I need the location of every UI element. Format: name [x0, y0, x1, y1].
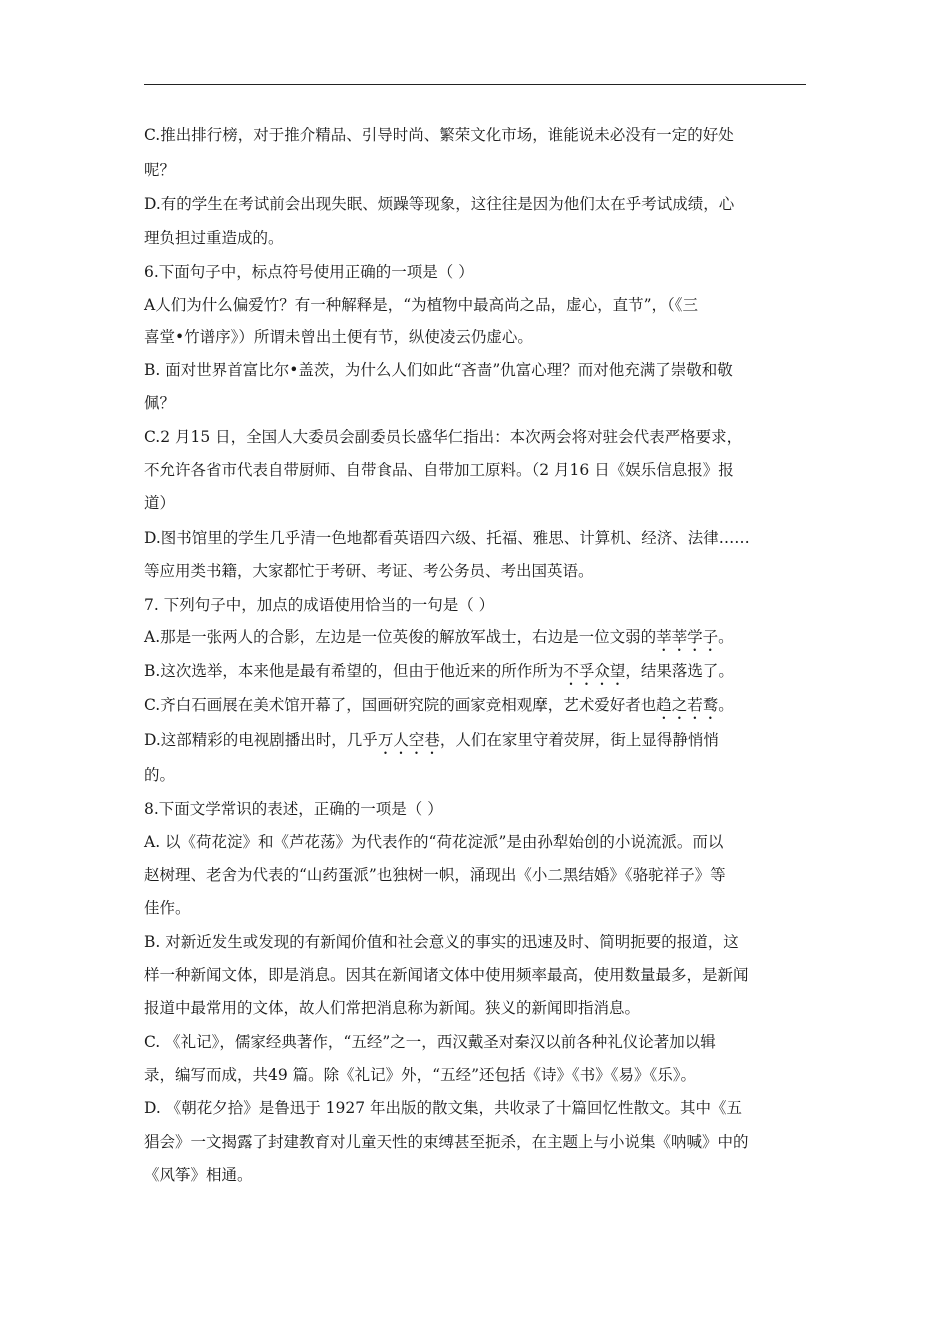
q6-option-d-line-2: 等应用类书籍，大家都忙于考研、考证、考公务员、考出国英语。 [144, 562, 594, 580]
q8-option-b-line-1: B. 对新近发生或发现的有新闻价值和社会意义的事实的迅速及时、简明扼要的报道，这 [144, 933, 739, 951]
q7-option-c [144, 694, 814, 723]
q6-option-c-line-2: 不允许各省市代表自带厨师、自带食品、自带加工原料。（2 月16 日《娱乐信息报》报 [144, 461, 734, 479]
q6-option-d-line-1: D.图书馆里的学生几乎清一色地都看英语四六级、托福、雅思、计算机、经济、法律…… [144, 529, 750, 547]
q8-option-c-line-1: C. 《礼记》，儒家经典著作，“五经”之一，西汉戴圣对秦汉以前各种礼仪论著加以辑 [144, 1033, 716, 1051]
q7-option-c-text: C.齐白石画展在美术馆开幕了，国画研究院的画家竞相观摩，艺术爱好者也 [144, 696, 657, 714]
q8-option-d-line-1: D. 《朝花夕拾》是鲁迅于 1927 年出版的散文集，共收录了十篇回忆性散文。其中《五 [144, 1099, 743, 1117]
q5-option-d-line-2: 理负担过重造成的。 [144, 229, 284, 247]
q6-option-a-line-1: A人们为什么偏爱竹？有一种解释是，“为植物中最高尚之品，虚心，直节”，（《三 [144, 296, 699, 314]
q7-stem: 7. 下列句子中，加点的成语使用恰当的一句是（ ） [144, 596, 495, 614]
q7-option-c-end: 。 [718, 696, 734, 714]
q7-option-a-text: A.那是一张两人的合影，左边是一位英俊的解放军战士，右边是一位文弱的 [144, 628, 657, 646]
q7-option-d [144, 729, 814, 758]
q8-option-a-line-1: A. 以《荷花淀》和《芦花荡》为代表作的“荷花淀派”是由孙犁始创的小说流派。而以 [144, 833, 724, 851]
header-rule [144, 84, 806, 85]
q8-option-a-line-2: 赵树理、老舍为代表的“山药蛋派”也独树一帜，涌现出《小二黑结婚》《骆驼祥子》等 [144, 866, 726, 884]
q6-option-b-line-1: B. 面对世界首富比尔•盖茨，为什么人们如此“吝啬”仇富心理？而对他充满了崇敬和敬 [144, 361, 733, 379]
q7-option-b-idiom: 不孚众望 [563, 662, 626, 680]
q8-option-a-line-3: 佳作。 [144, 899, 191, 917]
q7-option-d-line-2: 的。 [144, 766, 176, 784]
q8-option-b-line-2: 样一种新闻文体，即是消息。因其在新闻诸文体中使用频率最高，使用数量最多，是新闻 [144, 966, 749, 984]
q8-option-d-line-3: 《风筝》相通。 [144, 1166, 253, 1184]
q7-option-b [144, 660, 814, 689]
q8-option-c-line-2: 录，编写而成，共49 篇。除《礼记》外，“五经”还包括《诗》《书》《易》《乐》。 [144, 1066, 697, 1084]
q7-option-a-idiom: 莘莘学子 [656, 628, 719, 646]
q6-option-c-line-1: C.2 月15 日，全国人大委员会副委员长盛华仁指出：本次两会将对驻会代表严格要求， [144, 428, 743, 446]
q6-stem: 6.下面句子中，标点符号使用正确的一项是（ ） [144, 263, 474, 281]
q8-stem: 8.下面文学常识的表述，正确的一项是（ ） [144, 800, 443, 818]
q5-option-c-line-2: 呢？ [144, 161, 176, 179]
q8-option-b-line-3: 报道中最常用的文体，故人们常把消息称为新闻。狭义的新闻即指消息。 [144, 999, 641, 1017]
q7-option-d-text: D.这部精彩的电视剧播出时，几乎 [144, 731, 378, 749]
q7-option-a [144, 626, 814, 655]
q5-option-c-line-1: C.推出排行榜，对于推介精品、引导时尚、繁荣文化市场，谁能说未必没有一定的好处 [144, 126, 734, 144]
q7-option-b-end: ，结果落选了。 [625, 662, 734, 680]
q7-option-b-text: B.这次选举，本来他是最有希望的，但由于他近来的所作所为 [144, 662, 564, 680]
q6-option-c-line-3: 道） [144, 494, 176, 512]
q7-option-a-end: 。 [718, 628, 734, 646]
q6-option-b-line-2: 佩？ [144, 394, 176, 412]
q7-option-c-idiom: 趋之若鹜 [656, 696, 719, 714]
q6-option-a-line-2: 喜堂•竹谱序》）所谓未曾出土便有节，纵使凌云仍虚心。 [144, 328, 533, 346]
q5-option-d-line-1: D.有的学生在考试前会出现失眠、烦躁等现象，这往往是因为他们太在乎考试成绩，心 [144, 195, 735, 213]
q7-option-d-idiom: 万人空巷 [377, 731, 440, 749]
q7-option-d-rest: ，人们在家里守着荧屏，街上显得静悄悄 [439, 731, 719, 749]
q8-option-d-line-2: 猖会》一文揭露了封建教育对儿童天性的束缚甚至扼杀，在主题上与小说集《呐喊》中的 [144, 1133, 749, 1151]
